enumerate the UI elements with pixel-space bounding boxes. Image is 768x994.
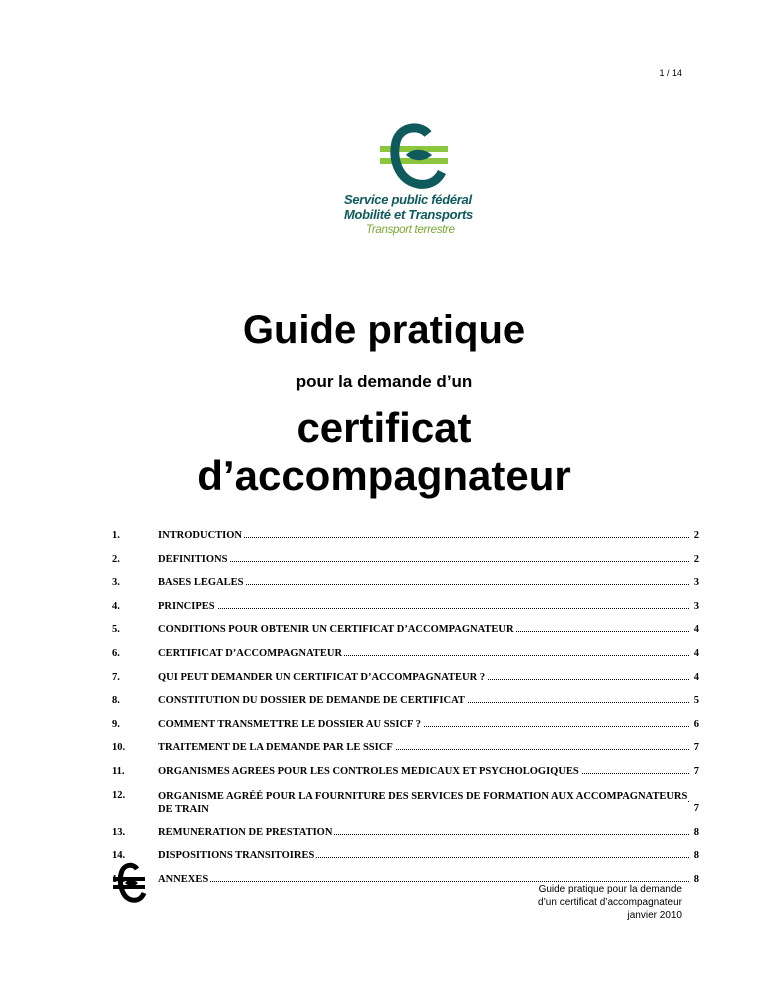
spf-mobility-logo-icon xyxy=(376,122,456,192)
toc-title: ORGANISMES AGRÉÉS POUR LES CONTRÔLES MÉDICAUX ET PSYCHOLOGIQUES xyxy=(158,765,579,777)
toc-entry[interactable] xyxy=(112,672,699,696)
document-title: Guide pratique xyxy=(242,308,526,352)
toc-page: 7 xyxy=(689,790,699,814)
toc-title: TRAITEMENT DE LA DEMANDE PAR LE SSICF xyxy=(158,742,393,754)
footer-line: Guide pratique pour la demande xyxy=(538,884,682,895)
toc-page: 4 xyxy=(689,648,699,659)
toc-title: PRINCIPES xyxy=(158,600,215,612)
toc-title: ANNEXES xyxy=(158,873,209,885)
toc-title: QUI PEUT DEMANDER UN CERTIFICAT D’ACCOMPAGNATEUR ? xyxy=(158,671,486,683)
toc-page: 3 xyxy=(689,601,699,612)
toc-page: 8 xyxy=(689,850,699,861)
document-subtitle: pour la demande d’un xyxy=(295,372,473,391)
toc-page: 4 xyxy=(689,624,699,635)
toc-number: 11. xyxy=(112,765,125,777)
toc-entry[interactable] xyxy=(112,554,699,578)
toc-entry[interactable] xyxy=(112,719,699,743)
toc-page: 4 xyxy=(689,672,699,683)
toc-page: 3 xyxy=(689,577,699,588)
toc-entry[interactable] xyxy=(112,742,699,766)
toc-entry[interactable] xyxy=(112,624,699,648)
logo-text-mobilite: Mobilité et Transports xyxy=(344,207,473,222)
toc-page: 5 xyxy=(689,695,699,706)
toc-number: 6. xyxy=(112,647,120,659)
logo-text-service: Service public fédéral xyxy=(344,192,472,207)
toc-title: DÉFINITIONS xyxy=(158,553,228,565)
toc-page: 2 xyxy=(689,554,699,565)
toc-title: BASES LÉGALES xyxy=(158,577,244,589)
toc-page: 7 xyxy=(689,742,699,753)
toc-title: CONSTITUTION DU DOSSIER DE DEMANDE DE CERTIFICAT xyxy=(158,695,465,707)
document-title-certificate xyxy=(0,404,768,500)
page-number: 1 / 14 xyxy=(659,68,682,78)
certificate-title-line1: certificat xyxy=(296,404,472,451)
toc-number: 10. xyxy=(112,742,126,754)
toc-entry[interactable] xyxy=(112,577,699,601)
toc-number: 14. xyxy=(112,850,126,862)
toc-title: INTRODUCTION xyxy=(158,530,243,541)
toc-number: 9. xyxy=(112,718,120,730)
toc-title: CONDITIONS POUR OBTENIR UN CERTIFICAT D’ACCOMPAGNATEUR xyxy=(158,624,514,636)
toc-number: 7. xyxy=(112,671,120,683)
logo-text-transport: Transport terrestre xyxy=(366,224,455,236)
toc-entry[interactable] xyxy=(112,601,699,625)
toc-number: 1. xyxy=(112,530,120,541)
toc-page: 8 xyxy=(689,874,699,885)
footer-date: janvier 2010 xyxy=(627,910,682,921)
toc-entry[interactable] xyxy=(112,695,699,719)
toc-page: 6 xyxy=(689,719,699,730)
table-of-contents xyxy=(112,530,699,897)
toc-number: 3. xyxy=(112,577,120,589)
toc-page: 8 xyxy=(689,827,699,838)
toc-number: 12. xyxy=(112,789,126,801)
toc-entry[interactable] xyxy=(112,766,699,790)
toc-title: DISPOSITIONS TRANSITOIRES xyxy=(158,850,315,862)
toc-entry[interactable] xyxy=(112,827,699,851)
toc-number: 4. xyxy=(112,600,120,612)
toc-entry[interactable] xyxy=(112,648,699,672)
footer-text xyxy=(538,883,682,922)
toc-title: ORGANISME AGRÉÉ POUR LA FOURNITURE DES SERVICES DE FORMATION AUX ACCOMPAGNATEURS DE TRAIN xyxy=(158,790,688,815)
toc-entry[interactable] xyxy=(112,530,699,554)
toc-page: 2 xyxy=(689,530,699,541)
toc-page: 7 xyxy=(689,766,699,777)
toc-number: 2. xyxy=(112,553,120,565)
toc-title: CERTIFICAT D’ACCOMPAGNATEUR xyxy=(158,647,343,659)
footer-line: d’un certificat d’accompagnateur xyxy=(538,897,682,908)
toc-number: 5. xyxy=(112,624,120,636)
footer-logo-icon xyxy=(113,862,147,906)
toc-entry[interactable] xyxy=(112,850,699,874)
certificate-title-line2: d’accompagnateur xyxy=(197,452,571,499)
toc-number: 13. xyxy=(112,826,126,838)
toc-entry[interactable] xyxy=(112,790,699,827)
toc-number: 8. xyxy=(112,695,120,707)
toc-title: RÉMUNÉRATION DE PRESTATION xyxy=(158,826,333,838)
toc-title: COMMENT TRANSMETTRE LE DOSSIER AU SSICF ? xyxy=(158,718,421,730)
footer-logo xyxy=(113,862,147,911)
logo xyxy=(344,122,480,236)
